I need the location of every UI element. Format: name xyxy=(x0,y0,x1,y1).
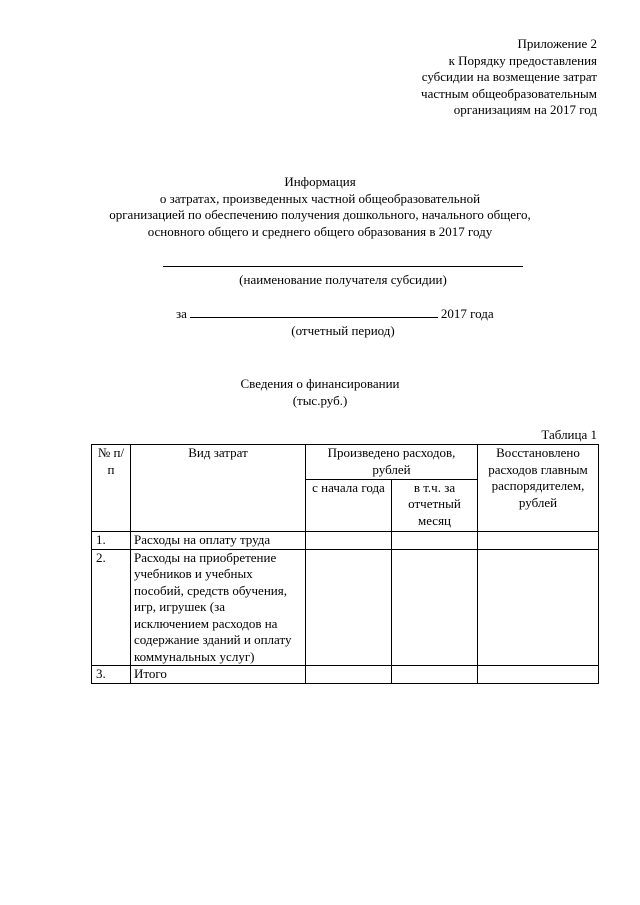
row-from-start-cell[interactable] xyxy=(306,532,392,550)
table-row xyxy=(92,666,599,684)
row-from-start-cell[interactable] xyxy=(306,549,392,666)
table-row xyxy=(92,549,599,666)
row-name: Расходы на оплату труда xyxy=(131,532,306,550)
row-name: Итого xyxy=(131,666,306,684)
row-num: 2. xyxy=(92,549,131,666)
section-title-text: Сведения о финансировании xyxy=(240,376,400,391)
title-line: о затратах, произведенных частной общеобразовательной xyxy=(159,190,481,206)
table-header-row xyxy=(92,445,599,480)
row-num: 1. xyxy=(92,532,131,550)
appendix-line: Приложение 2 xyxy=(517,36,597,51)
header-from-start: с начала года xyxy=(306,479,392,531)
header-kind: Вид затрат xyxy=(131,445,306,532)
appendix-line: частным общеобразовательным xyxy=(421,85,597,101)
row-period-cell[interactable] xyxy=(392,532,478,550)
header-num: № п/п xyxy=(92,445,131,532)
row-num: 3. xyxy=(92,666,131,684)
appendix-line: организациям на 2017 год xyxy=(453,102,597,117)
reporting-period-row xyxy=(176,305,516,323)
period-suffix: 2017 года xyxy=(440,306,494,321)
header-spent: Произведено расходов, рублей xyxy=(306,445,478,480)
title-line: организацией по обеспечению получения дошкольного, начального общего, xyxy=(109,207,531,222)
row-period-cell[interactable] xyxy=(392,549,478,666)
period-caption: (отчетный период) xyxy=(291,323,395,338)
period-prefix: за xyxy=(176,306,187,321)
row-restored-cell[interactable] xyxy=(478,666,599,684)
row-restored-cell[interactable] xyxy=(478,532,599,550)
table-label: Таблица 1 xyxy=(541,427,597,442)
appendix-line: к Порядку предоставления xyxy=(448,52,597,68)
recipient-name-field[interactable] xyxy=(163,266,523,267)
header-restored: Восстановлено расходов главным распорядителем, рублей xyxy=(478,445,599,532)
section-unit: (тыс.руб.) xyxy=(292,392,348,408)
row-restored-cell[interactable] xyxy=(478,549,599,666)
title-line: Информация xyxy=(284,174,356,189)
row-name: Расходы на приобретение учебников и учебных пособий, средств обучения, игр, игрушек (за исключением расходов на содержание зданий и оплату коммунальных услуг) xyxy=(131,549,306,666)
row-from-start-cell[interactable] xyxy=(306,666,392,684)
title-line: основного общего и среднего общего образования в 2017 году xyxy=(147,223,493,239)
table-row xyxy=(92,532,599,550)
appendix-line: субсидии на возмещение затрат xyxy=(421,69,597,84)
appendix-header xyxy=(237,36,597,119)
reporting-period-field[interactable] xyxy=(190,305,438,318)
row-period-cell[interactable] xyxy=(392,666,478,684)
financing-table xyxy=(91,444,599,684)
recipient-caption: (наименование получателя субсидии) xyxy=(239,272,447,287)
document-title xyxy=(0,174,640,240)
section-title xyxy=(0,376,640,409)
header-period: в т.ч. за отчетный месяц xyxy=(392,479,478,531)
